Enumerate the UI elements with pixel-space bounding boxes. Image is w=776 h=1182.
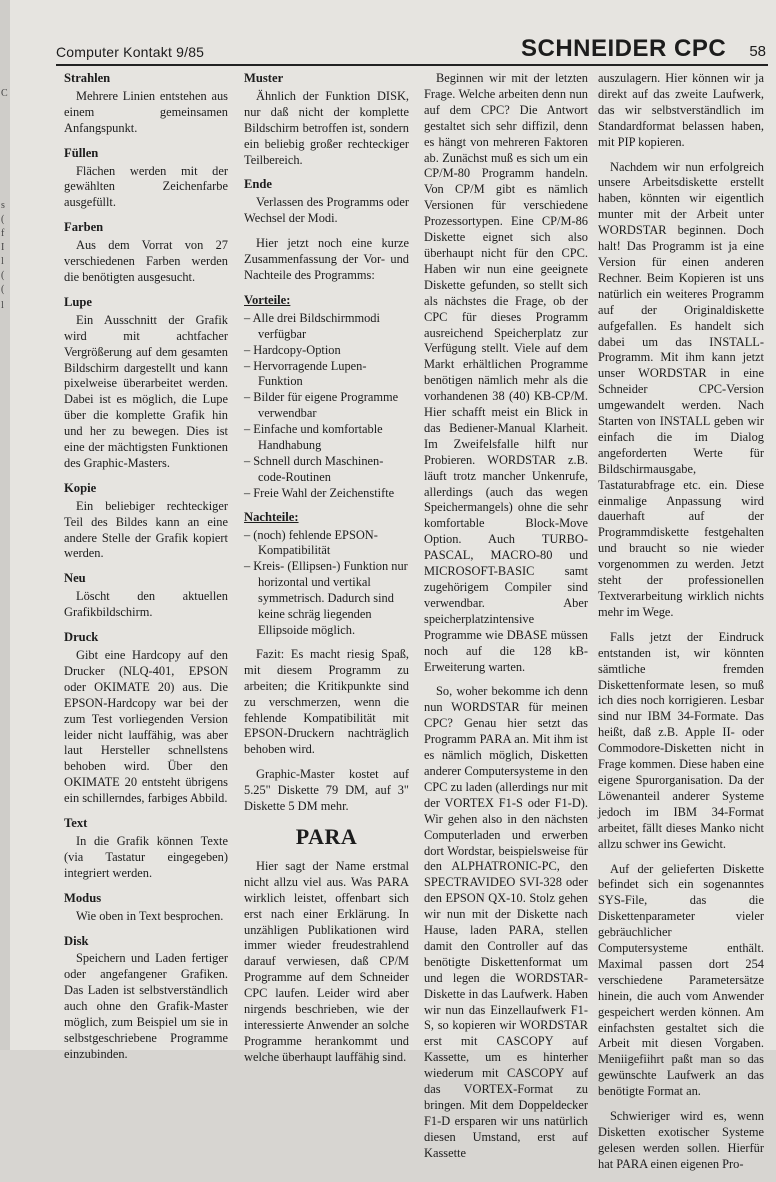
section-text: Verlassen des Programms oder Wechsel der Modi. — [244, 195, 409, 226]
section-title: SCHNEIDER CPC — [521, 35, 727, 62]
section-text: Gibt eine Hardcopy auf den Drucker (NLQ-401, EPSON oder OKIMATE 20) aus. Die EPSON-Hardcopy war bei der zum Test vorliegenden Version leider nicht lauffähig, was aber laut Hersteller schnellstens behoben wird. Über den OKIMATE 20 entsteht übrigens ein schillerndes, farbiges Abbild. — [64, 648, 228, 806]
section-heading: Disk — [64, 933, 89, 948]
margin-char: l — [1, 300, 4, 311]
margin-char: f — [1, 228, 5, 239]
section-text: Ein Ausschnitt der Grafik wird mit achtfacher Vergrößerung auf dem gesamten Bildschirm dargestellt und kann pixelweise überarbeitet werden. Dabei ist es möglich, die Lupe über die komplette Grafik hin und her zu bewegen. Dies ist eine der mächtigsten Funktionen des Graphic-Masters. — [64, 312, 228, 470]
section-heading: Lupe — [64, 294, 92, 309]
list-item: – Freie Wahl der Zeichenstifte — [244, 485, 395, 500]
margin-char: ( — [1, 270, 5, 281]
section-text: Ein beliebiger rechteckiger Teil des Bildes kann an eine andere Stelle der Grafik kopiert werden. — [64, 498, 228, 561]
paragraph: Auf der gelieferten Diskette befindet sich ein sogenanntes SYS-File, das die Diskettenparameter vieler gebräuchlicher Computersysteme enthält. Maximal passen dort 254 verschiedene Parametersätze hinein, die auch vom Anwender gespeichert werden können. Am einfachsten gestaltet sich die Arbeit mit diesen Vorgaben. Meniigefiihrt paßt man so das gewünschte Laufwerk an das benötigte Format an. — [598, 861, 764, 1099]
paragraph: Falls jetzt der Eindruck entstanden ist, wir könnten sämtliche fremden Diskettenformate lesen, so muß ich dies noch korrigieren. Lesbar sind nur IBM 34-Formate. Das heißt, daß z.B. Apple II- oder Commodore-Disketten nicht in Frage kommen. Diese haben eine eigene Spurorganisation. Da der Löwenanteil anderer Systeme jedoch im IBM 34-Format arbeitet, fällt dieses Manko nicht allzu schwer ins Gewicht. — [598, 629, 764, 851]
paragraph: Schwieriger wird es, wenn Disketten exotischer Systeme gelesen werden sollen. Hierfür hat PARA einen eigenen Pro- — [598, 1109, 764, 1171]
section-text: Speichern und Laden fertiger oder angefangener Grafiken. Das Laden ist selbstverständlich auch ohne den Grafik-Master möglich, zum Beispiel um sie in selbstgeschriebene Programme einzubinden. — [64, 951, 228, 1061]
margin-char: ( — [1, 214, 5, 225]
pros-heading: Vorteile: — [244, 292, 291, 307]
section-heading: Ende — [244, 177, 272, 192]
column-1 — [64, 71, 228, 1072]
cons-heading: Nachteile: — [244, 509, 299, 524]
section-text: Aus dem Vorrat von 27 verschiedenen Farben werden die benötigten ausgesucht. — [64, 238, 228, 284]
list-item: – Einfache und komfortable Handhabung — [244, 422, 383, 453]
price-text: Graphic-Master kostet auf 5.25" Diskette 79 DM, auf 3" Diskette 5 DM mehr. — [244, 767, 409, 814]
page-number: 58 — [749, 43, 766, 60]
section-text: Flächen werden mit der gewählten Zeichenfarbe ausgefüllt. — [64, 163, 228, 210]
section-heading: Text — [64, 816, 88, 831]
section-text: Hier sagt der Name erstmal nicht allzu viel aus. Was PARA wirklich leistet, offenbart sich erst nach einer Erklärung. In unzähligen Publikationen wird immer wieder freudestrahlend darauf verwiesen, daß CP/M Programme auf dem Schneider CPC laufen. Leider wird aber nirgends beschrieben, wie der interessierte Anwender an solche Programme herankommt und welche überhaupt lauffähig sind. — [244, 858, 409, 1064]
pros-list — [244, 311, 409, 502]
margin-char: ( — [1, 284, 5, 295]
section-heading: Füllen — [64, 145, 99, 160]
section-text: Mehrere Linien entstehen aus einem gemeinsamen Anfangspunkt. — [64, 88, 228, 135]
section-heading: Muster — [244, 71, 284, 85]
column-3 — [424, 71, 588, 1171]
section-text: Ähnlich der Funktion DISK, nur daß nicht der komplette Bildschirm betroffen ist, sondern ein beliebig großer rechteckiger Teilbereich. — [244, 88, 409, 167]
article-heading-para: PARA — [295, 823, 358, 849]
list-item: – Hardcopy-Option — [244, 342, 341, 357]
paragraph: So, woher bekomme ich denn nun WORDSTAR für meinen CPC? Genau hier setzt das Programm PARA an. Mit ihm ist es nämlich möglich, Disketten anderer Computersysteme in den CPC zu laden (allerdings nur mit der VORTEX F1-S oder F1-D). Wir gehen also in den nächsten Computerladen und erwerben dort Wordstar, beispielsweise für den ALPHATRONIC-PC, den SPECTRAVIDEO SVI-328 oder den EPSON QX-10. Stolz gehen wir nun mit der Diskette nach Hause, laden PARA, stellen damit den Controller auf das benötigte Diskettenformat um und legen die WORDSTAR-Diskette in das Laufwerk. Haben wir nun das Einzellaufwerk F1-S, so kopieren wir WORDSTAR erst mit CASCOPY auf Kassette, um es hinterher wiederum mit CASCOPY auf das VORTEX-Format zu bringen. Mit dem Doppeldecker F1-D ersparen wir uns natürlich diesen Umstand, erst auf Kassette — [424, 684, 588, 1160]
margin-char: s — [1, 200, 5, 211]
paragraph: Nachdem wir nun erfolgreich unsere Arbeitsdiskette erstellt haben, könnten wir eigentlich munter mit der Arbeit unter WORDSTAR beginnen. Doch halt! Das Programm ist ja eine Version für einen anderen Rechner. Beim Kopieren ist uns natürlich ein weiteres Programm auf der Originaldiskette aufgefallen. Es handelt sich dabei um das INSTALL-Programm. Mit ihm kann jetzt unser WORDSTAR in eine Schneider CPC-Version umgewandelt werden. Nach Starten von INSTALL geben wir einfach die im Dialog angeforderten Werte für Bildschirmausgabe, Tastaturabfrage etc. ein. Diese einmalige Anpassung wird dauerhaft auf der Programmdiskette festgehalten und braucht so nie wieder vorgenommen zu werden. Jetzt steht der professionellen Textverarbeitung wirklich nichts mehr im Wege. — [598, 159, 764, 619]
margin-char: l — [1, 256, 4, 267]
summary-intro: Hier jetzt noch eine kurze Zusammenfassung der Vor- und Nachteile des Programms: — [244, 236, 409, 282]
section-text: Wie oben in Text besprochen. — [76, 908, 224, 923]
conclusion-text: Fazit: Es macht riesig Spaß, mit diesem Programm zu arbeiten; die Kritikpunkte sind zu verschmerzen, wenn die fehlende Kompatibilität mit EPSON-Druckern nachträglich behoben wird. — [244, 646, 409, 757]
section-heading: Kopie — [64, 480, 97, 495]
section-heading: Strahlen — [64, 71, 111, 85]
list-item: – Schnell durch Maschinen-code-Routinen — [244, 453, 384, 484]
paragraph: auszulagern. Hier können wir ja direkt auf das zweite Laufwerk, das wir selbstverständlich im Standardformat belassen haben, mit PIP kopieren. — [598, 71, 764, 149]
list-item: – Hervorragende Lupen-Funktion — [244, 358, 367, 389]
list-item: – Bilder für eigene Programme verwendbar — [244, 390, 399, 421]
list-item: – (noch) fehlende EPSON-Kompatibilität — [244, 527, 378, 558]
column-2 — [244, 71, 409, 1075]
section-text: In die Grafik können Texte (via Tastatur eingegeben) integriert werden. — [64, 833, 228, 880]
section-text: Löscht den aktuellen Grafikbildschirm. — [64, 589, 228, 620]
list-item: – Alle drei Bildschirmmodi verfügbar — [244, 310, 380, 341]
column-4 — [598, 71, 764, 1182]
margin-char: I — [1, 242, 5, 253]
section-heading: Neu — [64, 571, 86, 586]
section-heading: Modus — [64, 890, 102, 905]
margin-char: C — [1, 88, 8, 99]
section-heading: Farben — [64, 220, 104, 235]
cons-list — [244, 528, 409, 639]
page-header — [56, 36, 768, 66]
magazine-issue: Computer Kontakt 9/85 — [56, 44, 205, 60]
section-heading: Druck — [64, 630, 99, 645]
paragraph: Beginnen wir mit der letzten Frage. Welche arbeiten denn nun auf dem CPC? Die Antwort gestaltet sich sehr diffizil, denn es hängt von mehreren Faktoren ab. Zunächst muß es sich um ein CP/M-80 Programm handeln. Von CP/M gibt es nämlich Versionen für verschiedene Prozessortypen. Eine CP/M-86 Diskette eignet sich also überhaupt nicht für den CPC. Haben wir nun eine geeignete Diskette gefunden, so stellt sich als nächstes die Frage, ob der CPC für dieses Programm ausreichend Speicherplatz zur Verfügung stellt. Viele auf dem Markt erhältlichen Programme benötigen nämlich mehr als die vorhandenen 38 (40) KB-CP/M. Hier schafft meist ein Blick in das Bediener-Manual Klarheit. Im Zweifelsfalle hilft nur Probieren. WORDSTAR z.B. läuft trotz mancher Unkenrufe, allerdings (auch das wegen Speichermangels) ohne die sehr komfortable Block-Move Option. Auch TURBO-PASCAL, MACRO-80 und MICROSOFT-BASIC samt zugehörigem Compiler sind verwendbar. Aber speicherplatzintensive Programme wie DBASE müssen noch auf die 128 kB-Erweiterung warten. — [424, 71, 588, 674]
list-item: – Kreis- (Ellipsen-) Funktion nur horizontal und vertikal symmetrisch. Dadurch sind keine schräg liegenden Ellipsoide möglich. — [244, 559, 408, 637]
